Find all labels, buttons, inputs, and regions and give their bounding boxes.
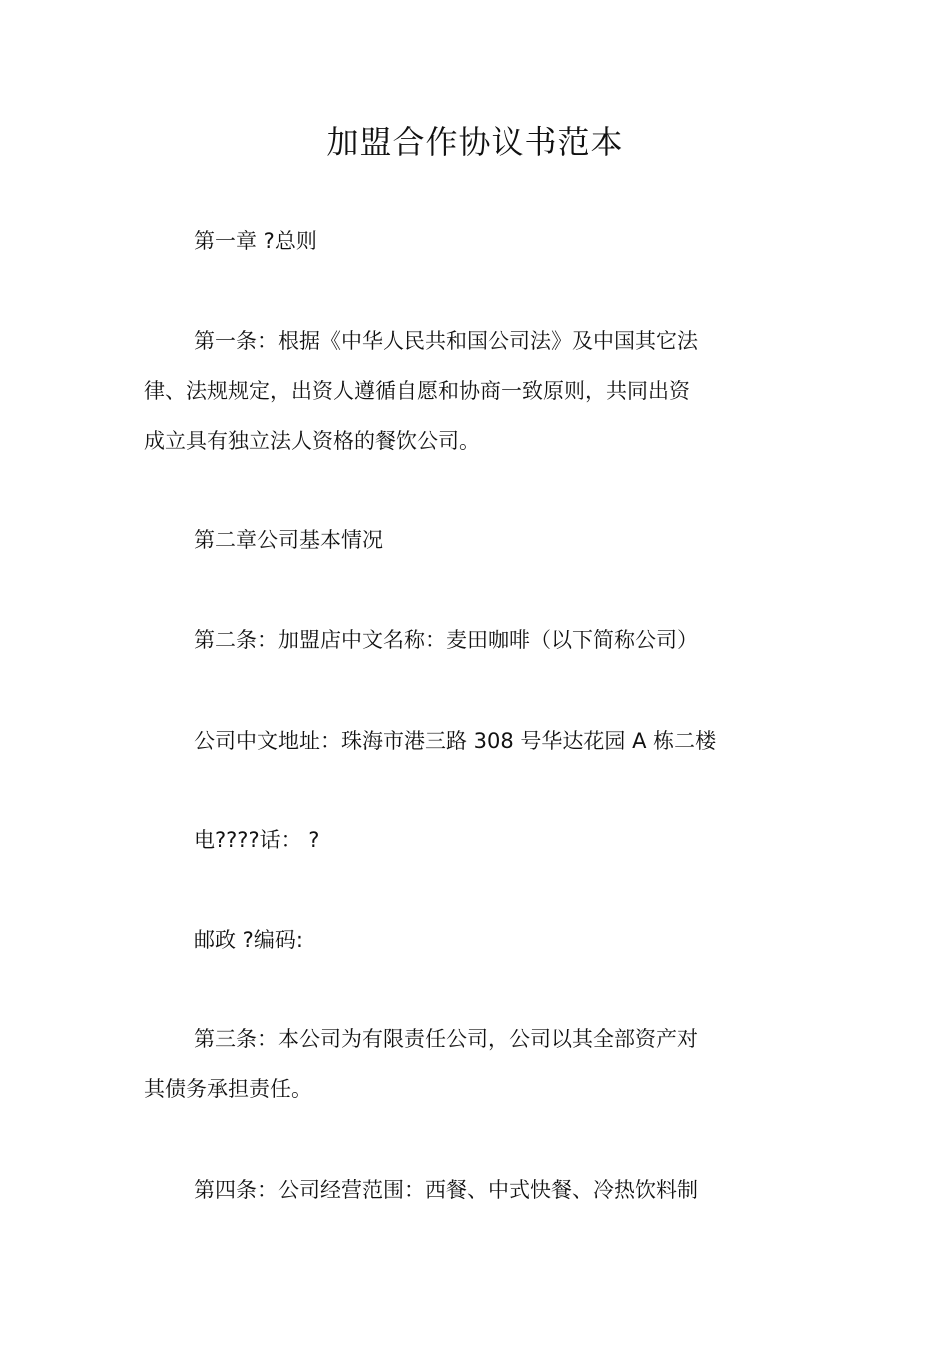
- article-2: 第二条：加盟店中文名称：麦田咖啡（以下简称公司）: [194, 628, 698, 652]
- chapter-1-heading: 第一章 ?总则: [194, 229, 317, 253]
- article-3-line-1: 第三条：本公司为有限责任公司，公司以其全部资产对: [194, 1027, 698, 1051]
- postcode-line: 邮政 ?编码:: [194, 928, 303, 952]
- phone-line: 电????话： ?: [194, 828, 320, 852]
- article-4: 第四条：公司经营范围：西餐、中式快餐、冷热饮料制: [194, 1178, 698, 1202]
- article-1-line-1: 第一条：根据《中华人民共和国公司法》及中国其它法: [194, 329, 698, 353]
- chapter-2-heading: 第二章公司基本情况: [194, 528, 383, 552]
- article-1-line-3: 成立具有独立法人资格的餐饮公司。: [144, 429, 480, 453]
- article-3-line-2: 其债务承担责任。: [144, 1077, 312, 1101]
- company-address: 公司中文地址：珠海市港三路 308 号华达花园 A 栋二楼: [194, 729, 717, 753]
- document-title: 加盟合作协议书范本: [326, 123, 624, 161]
- article-1-line-2: 律、法规规定，出资人遵循自愿和协商一致原则，共同出资: [144, 379, 690, 403]
